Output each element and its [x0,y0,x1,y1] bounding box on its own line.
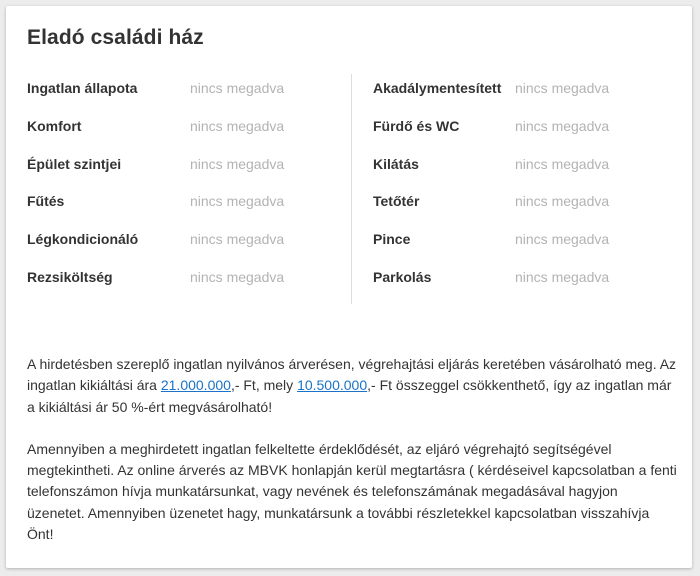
attribute-row-ingatlan-allapota [27,80,337,118]
attribute-value: nincs megadva [190,268,285,285]
reduction-amount-link[interactable]: 10.500.000 [297,377,368,394]
attribute-row-akadalymentesitett [373,80,673,118]
attribute-value: nincs megadva [190,155,285,172]
attribute-row-legkondicionalo [27,231,337,269]
attribute-value: nincs megadva [190,80,285,96]
attribute-label: Tetőtér [373,193,420,210]
attribute-row-pince [373,231,673,269]
listing-description [27,354,679,566]
attribute-value: nincs megadva [515,155,610,172]
attribute-label: Légkondicionáló [27,231,139,248]
attribute-row-parkolas [373,269,673,307]
attribute-value: nincs megadva [515,231,610,248]
description-text: A hirdetésben szereplő ingatlan nyilvános árverésen, végrehajtási eljárás keretében vásárolható meg. Az ingatlan kikiáltási ára [27,356,677,394]
attribute-label: Komfort [27,117,82,134]
attribute-value: nincs megadva [190,231,285,248]
attribute-label: Kilátás [373,155,419,172]
attribute-row-kilatas [373,156,673,194]
attribute-row-tetoter [373,193,673,231]
attribute-row-komfort [27,118,337,156]
attribute-row-rezsikoltseg [27,269,337,307]
attribute-label: Pince [373,231,411,248]
description-text: ,- Ft összeggel csökkenthető, így az ingatlan már a kikiáltási ár 50 %-ért megvásárolható! [27,377,672,415]
attributes-left-column [27,80,337,307]
attribute-row-epulet-szintjei [27,156,337,194]
column-divider [351,74,352,304]
attribute-label: Parkolás [373,268,432,285]
attribute-row-furdo-es-wc [373,118,673,156]
attribute-label: Fűtés [27,193,65,210]
attribute-label: Ingatlan állapota [27,80,138,96]
description-paragraph-price [27,354,679,418]
attribute-label: Rezsiköltség [27,268,113,285]
attribute-label: Fürdő és WC [373,117,460,134]
attribute-value: nincs megadva [515,268,610,285]
attribute-value: nincs megadva [190,193,285,210]
attribute-value: nincs megadva [515,80,610,96]
attribute-value: nincs megadva [190,117,285,134]
price-link[interactable]: 21.000.000 [160,377,231,394]
attribute-label: Akadálymentesített [373,80,502,96]
listing-title: Eladó családi ház [27,26,204,49]
attribute-label: Épület szintjei [27,155,122,172]
description-paragraph-contact: Amennyiben a meghirdetett ingatlan felkeltette érdeklődését, az eljáró végrehajtó segítségével megtekintheti. Az online árverés az MBVK honlapján kerül megtartásra ( kérdéseivel kapcsolatban a fenti telefonszámon hívja munkatársunkat, vagy nevének és telefonszámának megadásával hagyjon üzenetet. Amennyiben üzenetet hagy, munkatársunk a további részletekkel kapcsolatban visszahívja Önt! [27,440,677,543]
description-text: ,- Ft, mely [230,377,298,394]
attribute-row-futes [27,193,337,231]
attribute-value: nincs megadva [515,193,610,210]
listing-details-card [6,6,692,568]
attributes-right-column [373,80,673,307]
attribute-value: nincs megadva [515,117,610,134]
